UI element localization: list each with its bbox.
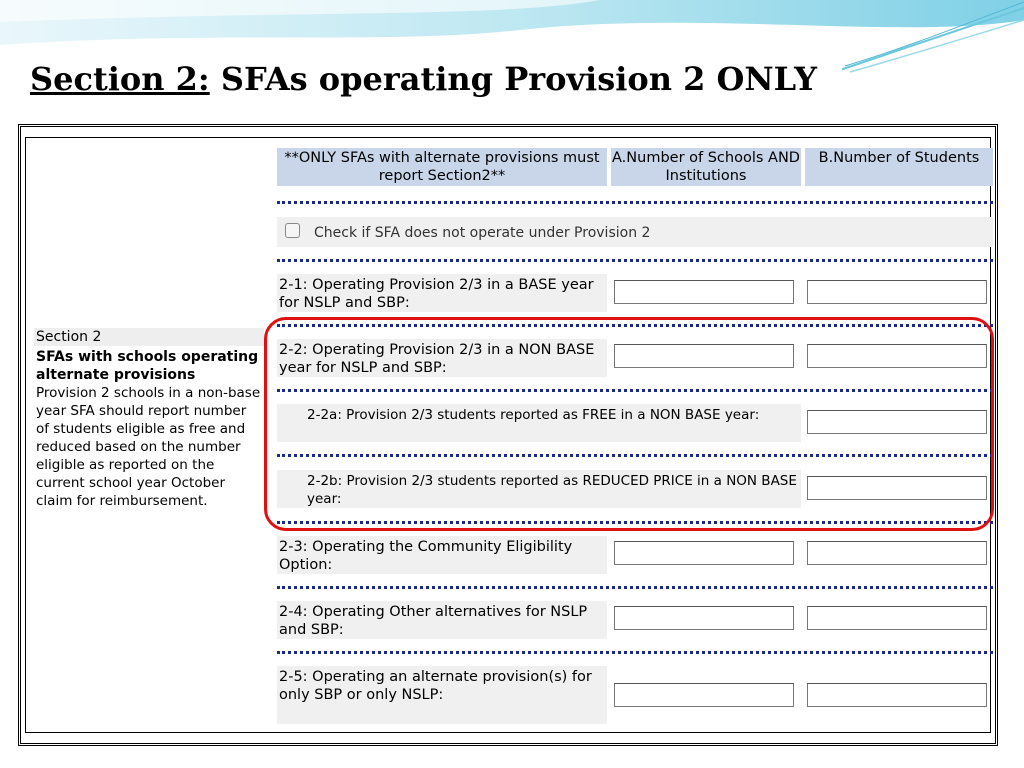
not-provision-2-checkbox[interactable] [285, 223, 300, 238]
dotted-separator [277, 259, 993, 262]
row-2-2b-label [277, 470, 801, 508]
row-2-2-students-input[interactable] [807, 344, 987, 368]
dotted-separator [277, 324, 993, 327]
section-label: Section 2 [34, 328, 264, 346]
section-info-panel [34, 328, 264, 510]
row-2-2a-students-input[interactable] [807, 410, 987, 434]
row-2-4-students-input[interactable] [807, 606, 987, 630]
dotted-separator [277, 586, 993, 589]
form-frame [18, 124, 998, 746]
dotted-separator [277, 389, 993, 392]
dotted-separator [277, 454, 993, 457]
row-2-2a-label [277, 404, 801, 442]
slide-title-rest: SFAs operating Provision 2 ONLY [220, 60, 817, 98]
row-2-1-schools-input[interactable] [614, 280, 794, 304]
row-2-4-schools-input[interactable] [614, 606, 794, 630]
row-2-2b-label-text: 2-2b: Provision 2/3 students reported as REDUCED PRICE in a NON BASE year: [307, 473, 797, 507]
row-2-5-schools-input[interactable] [614, 683, 794, 707]
row-2-4-label: 2-4: Operating Other alternatives for NSLP and SBP: [277, 601, 607, 639]
not-provision-2-label: Check if SFA does not operate under Provision 2 [314, 225, 651, 241]
row-2-5-students-input[interactable] [807, 683, 987, 707]
not-provision-2-row[interactable] [277, 217, 993, 247]
dotted-separator [277, 651, 993, 654]
row-2-3-label: 2-3: Operating the Community Eligibility Option: [277, 536, 607, 574]
row-2-3-students-input[interactable] [807, 541, 987, 565]
slide-title-box [20, 52, 842, 108]
row-2-3-schools-input[interactable] [614, 541, 794, 565]
dotted-separator [277, 521, 993, 524]
dotted-separator [277, 201, 993, 204]
row-2-2-schools-input[interactable] [614, 344, 794, 368]
row-2-1-students-input[interactable] [807, 280, 987, 304]
row-2-2b-students-input[interactable] [807, 476, 987, 500]
slide-title [20, 52, 842, 98]
section-description: Provision 2 schools in a non-base year SFA should report number of students eligible as free and reduced based on the number eligible as reported on the current school year October claim for reimbursement. [36, 385, 261, 509]
section-heading: SFAs with schools operating alternate provisions [36, 349, 259, 383]
row-2-2-label: 2-2: Operating Provision 2/3 in a NON BASE year for NSLP and SBP: [277, 339, 607, 377]
header-number-of-schools: A.Number of Schools AND Institutions [612, 150, 800, 184]
header-number-of-students: B.Number of Students [805, 148, 993, 186]
form-inner-border [25, 137, 991, 733]
slide-title-prefix: Section 2: [30, 60, 210, 98]
row-2-1-label: 2-1: Operating Provision 2/3 in a BASE year for NSLP and SBP: [277, 274, 607, 312]
row-2-5-label: 2-5: Operating an alternate provision(s) for only SBP or only NSLP: [277, 666, 607, 724]
row-2-2a-label-text: 2-2a: Provision 2/3 students reported as FREE in a NON BASE year: [307, 407, 760, 423]
header-instructions: **ONLY SFAs with alternate provisions must report Section2** [277, 148, 607, 186]
